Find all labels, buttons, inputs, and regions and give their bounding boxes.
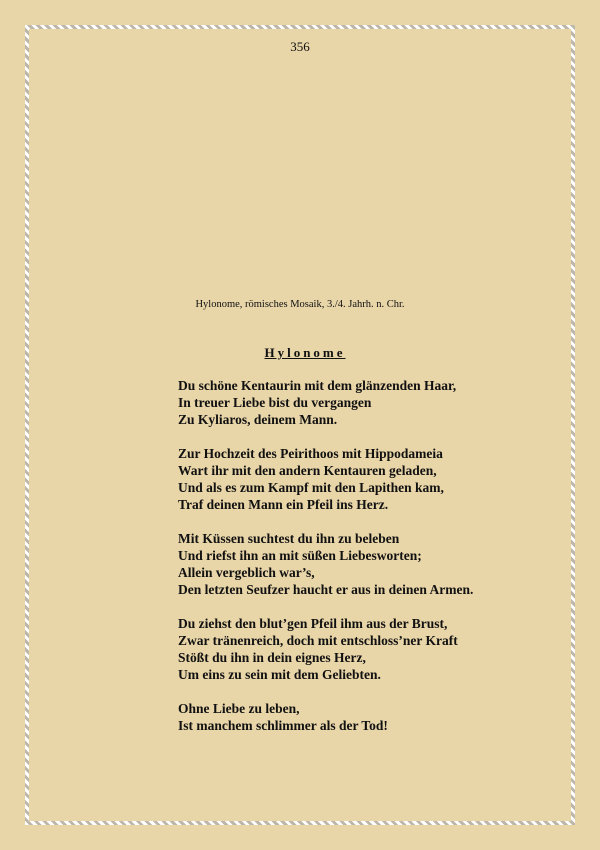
image-caption: Hylonome, römisches Mosaik, 3./4. Jahrh. n. Chr.	[195, 299, 405, 310]
poem-line: Traf deinen Mann ein Pfeil ins Herz.	[178, 497, 389, 512]
poem-line: Zwar tränenreich, doch mit entschloss’ner Kraft	[178, 633, 458, 648]
page-number: 356	[290, 39, 310, 54]
poem-line: Ist manchem schlimmer als der Tod!	[178, 718, 388, 733]
poem-line: Und als es zum Kampf mit den Lapithen kam,	[178, 480, 444, 495]
poem-line: Den letzten Seufzer haucht er aus in deinen Armen.	[178, 582, 474, 597]
stanza	[178, 377, 578, 428]
poem-line: Wart ihr mit den andern Kentauren geladen,	[178, 463, 437, 478]
poem-line: In treuer Liebe bist du vergangen	[178, 395, 372, 410]
poem-line: Du schöne Kentaurin mit dem glänzenden Haar,	[178, 378, 457, 393]
poem-body	[178, 377, 578, 751]
poem-line: Und riefst ihn an mit süßen Liebesworten;	[178, 548, 422, 563]
poem-line: Ohne Liebe zu leben,	[178, 701, 300, 716]
stanza	[178, 530, 578, 598]
poem-line: Du ziehst den blut’gen Pfeil ihm aus der Brust,	[178, 616, 448, 631]
poem-line: Allein vergeblich war’s,	[178, 565, 315, 580]
poem-line: Stößt du ihn in dein eignes Herz,	[178, 650, 366, 665]
stanza	[178, 445, 578, 513]
poem-line: Zu Kyliaros, deinem Mann.	[178, 412, 338, 427]
poem-line: Um eins zu sein mit dem Geliebten.	[178, 667, 381, 682]
poem-line: Zur Hochzeit des Peirithoos mit Hippodameia	[178, 446, 443, 461]
poem-title: Hylonome	[264, 345, 346, 360]
stanza	[178, 700, 578, 734]
stanza	[178, 615, 578, 683]
poem-line: Mit Küssen suchtest du ihn zu beleben	[178, 531, 400, 546]
